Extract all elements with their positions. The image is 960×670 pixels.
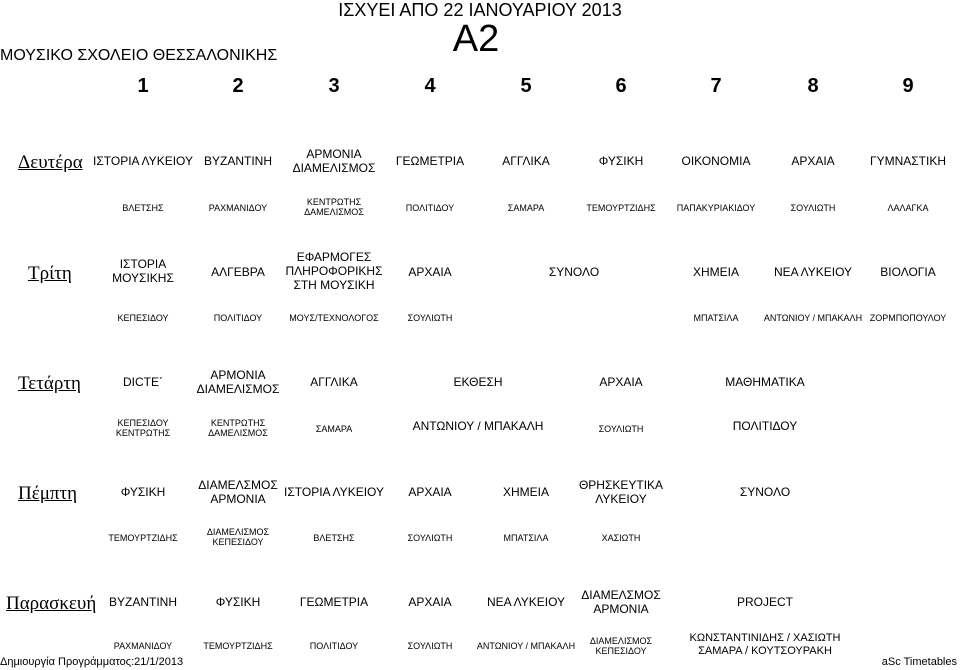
lesson-subject: ΙΣΤΟΡΙΑ ΛΥΚΕΙΟΥ xyxy=(93,154,193,168)
day-label: Τρίτη xyxy=(28,263,72,284)
school-name: ΜΟΥΣΙΚΟ ΣΧΟΛΕΙΟ ΘΕΣΣΑΛΟΝΙΚΗΣ xyxy=(0,47,278,64)
lesson-subject: ΒΙΟΛΟΓΙΑ xyxy=(880,265,936,279)
lesson-subject: ΜΑΘΗΜΑΤΙΚΑ xyxy=(725,375,805,389)
lesson-subject: ΑΡΧΑΙΑ xyxy=(408,485,452,499)
lesson-subject: ΟΙΚΟΝΟΜΙΑ xyxy=(681,154,751,168)
lesson-subject: ΑΡΧΑΙΑ xyxy=(408,595,452,609)
lesson-subject: DICTE΄ xyxy=(123,375,163,389)
lesson-subject: ΑΡΧΑΙΑ xyxy=(791,154,835,168)
lesson-teacher: ΛΑΛΑΓΚΑ xyxy=(887,203,929,213)
lesson-teacher: ΔΙΑΜΕΛΙΣΜΟΣ ΚΕΠΕΣΙΔΟΥ xyxy=(589,636,653,657)
lesson-subject: ΑΓΓΛΙΚΑ xyxy=(502,154,550,168)
lesson-subject: ΔΙΑΜΕΛΣΜΟΣ ΑΡΜΟΝΙΑ xyxy=(198,478,278,506)
lesson-teacher: ΜΟΥΣ/ΤΕΧΝΟΛΟΓΟΣ xyxy=(289,313,379,323)
lesson-subject: ΦΥΣΙΚΗ xyxy=(598,154,644,168)
lesson-subject: ΦΥΣΙΚΗ xyxy=(215,595,261,609)
day-label: Δευτέρα xyxy=(18,152,83,173)
lesson-teacher: ΔΙΑΜΕΛΙΣΜΟΣ ΚΕΠΕΣΙΔΟΥ xyxy=(206,527,270,548)
created-date: Δημιουργία Προγράμματος:21/1/2013 xyxy=(0,656,184,668)
lesson-teacher: ΚΩΝΣΤΑΝΤΙΝΙΔΗΣ / ΧΑΣΙΩΤΗ ΣΑΜΑΡΑ / ΚΟΥΤΣΟΥΡΑΚΗ xyxy=(689,632,841,657)
lesson-subject: ΑΡΧΑΙΑ xyxy=(408,265,452,279)
lesson-teacher: ΤΕΜΟΥΡΤΖΙΔΗΣ xyxy=(108,533,178,543)
lesson-subject: ΦΥΣΙΚΗ xyxy=(120,485,166,499)
lesson-subject: ΓΥΜΝΑΣΤΙΚΗ xyxy=(869,154,947,168)
lesson-teacher: ΡΑΧΜΑΝΙΔΟΥ xyxy=(113,641,173,651)
period-number: 2 xyxy=(232,75,244,97)
lesson-subject: ΑΛΓΕΒΡΑ xyxy=(211,265,265,279)
lesson-teacher: ΜΠΑΤΣΙΛΑ xyxy=(693,313,739,323)
lesson-subject: ΧΗΜΕΙΑ xyxy=(692,265,740,279)
lesson-teacher: ΣΟΥΛΙΩΤΗ xyxy=(598,424,644,434)
lesson-subject: PROJECT xyxy=(736,595,794,609)
lesson-teacher: ΤΕΜΟΥΡΤΖΙΔΗΣ xyxy=(203,641,273,651)
lesson-subject: ΕΚΘΕΣΗ xyxy=(453,375,503,389)
lesson-subject: ΔΙΑΜΕΛΣΜΟΣ ΑΡΜΟΝΙΑ xyxy=(581,588,661,616)
lesson-teacher: ΚΕΝΤΡΩΤΗΣ ΔΑΜΕΛΙΣΜΟΣ xyxy=(304,197,364,218)
lesson-teacher: ΠΑΠΑΚΥΡΙΑΚΙΔΟΥ xyxy=(676,203,756,213)
lesson-subject: ΓΕΩΜΕΤΡΙΑ xyxy=(299,595,369,609)
period-number: 5 xyxy=(520,75,532,97)
lesson-subject: ΒΥΖΑΝΤΙΝΗ xyxy=(108,595,178,609)
lesson-teacher: ΣΟΥΛΙΩΤΗ xyxy=(407,533,453,543)
lesson-teacher: ΠΟΛΙΤΙΔΟΥ xyxy=(309,641,359,651)
lesson-subject: ΑΡΜΟΝΙΑ ΔΙΑΜΕΛΙΣΜΟΣ xyxy=(292,147,376,175)
lesson-teacher: ΖΟΡΜΠΟΠΟΥΛΟΥ xyxy=(869,313,947,323)
lesson-subject: ΙΣΤΟΡΙΑ ΜΟΥΣΙΚΗΣ xyxy=(112,257,174,285)
period-number: 4 xyxy=(424,75,436,97)
class-title: Α2 xyxy=(452,18,500,60)
lesson-teacher: ΣΑΜΑΡΑ xyxy=(507,203,545,213)
lesson-teacher: ΑΝΤΩΝΙΟΥ / ΜΠΑΚΑΛΗ xyxy=(412,419,544,433)
lesson-teacher: ΣΟΥΛΙΩΤΗ xyxy=(407,313,453,323)
day-label: Παρασκευή xyxy=(6,593,97,614)
lesson-subject: ΣΥΝΟΛΟ xyxy=(739,485,791,499)
lesson-teacher: ΜΠΑΤΣΙΛΑ xyxy=(503,533,549,543)
day-label: Τετάρτη xyxy=(18,373,81,394)
lesson-subject: ΝΕΑ ΛΥΚΕΙΟΥ xyxy=(486,595,566,609)
lesson-subject: ΧΗΜΕΙΑ xyxy=(502,485,550,499)
lesson-teacher: ΠΟΛΙΤΙΔΟΥ xyxy=(213,313,263,323)
lesson-teacher: ΒΛΕΤΣΗΣ xyxy=(313,533,355,543)
lesson-subject: ΒΥΖΑΝΤΙΝΗ xyxy=(203,154,273,168)
lesson-teacher: ΚΕΝΤΡΩΤΗΣ ΔΑΜΕΛΙΣΜΟΣ xyxy=(208,418,268,439)
lesson-teacher: ΠΟΛΙΤΙΔΟΥ xyxy=(732,419,798,433)
lesson-subject: ΓΕΩΜΕΤΡΙΑ xyxy=(395,154,465,168)
lesson-teacher: ΑΝΤΩΝΙΟΥ / ΜΠΑΚΑΛΗ xyxy=(763,313,863,323)
lesson-subject: ΣΥΝΟΛΟ xyxy=(548,265,600,279)
lesson-teacher: ΚΕΠΕΣΙΔΟΥ ΚΕΝΤΡΩΤΗΣ xyxy=(115,418,171,439)
day-label: Πέμπτη xyxy=(18,483,78,504)
lesson-subject: ΙΣΤΟΡΙΑ ΛΥΚΕΙΟΥ xyxy=(284,485,384,499)
period-number: 7 xyxy=(710,75,722,97)
lesson-subject: ΘΡΗΣΚΕΥΤΙΚΑ ΛΥΚΕΙΟΥ xyxy=(578,478,664,506)
period-number: 6 xyxy=(615,75,627,97)
lesson-subject: ΑΓΓΛΙΚΑ xyxy=(310,375,358,389)
lesson-subject: ΑΡΜΟΝΙΑ ΔΙΑΜΕΛΙΣΜΟΣ xyxy=(196,368,280,396)
lesson-teacher: ΣΟΥΛΙΩΤΗ xyxy=(790,203,836,213)
period-number: 9 xyxy=(902,75,914,97)
lesson-teacher: ΠΟΛΙΤΙΔΟΥ xyxy=(405,203,455,213)
period-number: 3 xyxy=(328,75,340,97)
period-number: 8 xyxy=(807,75,819,97)
schedule-subtitle: ΙΣΧΥΕΙ ΑΠΟ 22 ΙΑΝΟΥΑΡΙΟΥ 2013 xyxy=(338,0,622,20)
lesson-teacher: ΣΑΜΑΡΑ xyxy=(315,424,353,434)
period-number: 1 xyxy=(137,75,149,97)
generator-credit: aSc Timetables xyxy=(881,656,957,668)
lesson-subject: ΕΦΑΡΜΟΓΕΣ ΠΛΗΡΟΦΟΡΙΚΗΣ ΣΤΗ ΜΟΥΣΙΚΗ xyxy=(285,250,383,292)
lesson-subject: ΝΕΑ ΛΥΚΕΙΟΥ xyxy=(773,265,853,279)
lesson-teacher: ΧΑΣΙΩΤΗ xyxy=(601,533,641,543)
lesson-teacher: ΤΕΜΟΥΡΤΖΙΔΗΣ xyxy=(586,203,656,213)
lesson-teacher: ΡΑΧΜΑΝΙΔΟΥ xyxy=(208,203,268,213)
lesson-subject: ΑΡΧΑΙΑ xyxy=(599,375,643,389)
lesson-teacher: ΑΝΤΩΝΙΟΥ / ΜΠΑΚΑΛΗ xyxy=(476,641,576,651)
lesson-teacher: ΒΛΕΤΣΗΣ xyxy=(122,203,164,213)
lesson-teacher: ΣΟΥΛΙΩΤΗ xyxy=(407,641,453,651)
lesson-teacher: ΚΕΠΕΣΙΔΟΥ xyxy=(117,313,169,323)
